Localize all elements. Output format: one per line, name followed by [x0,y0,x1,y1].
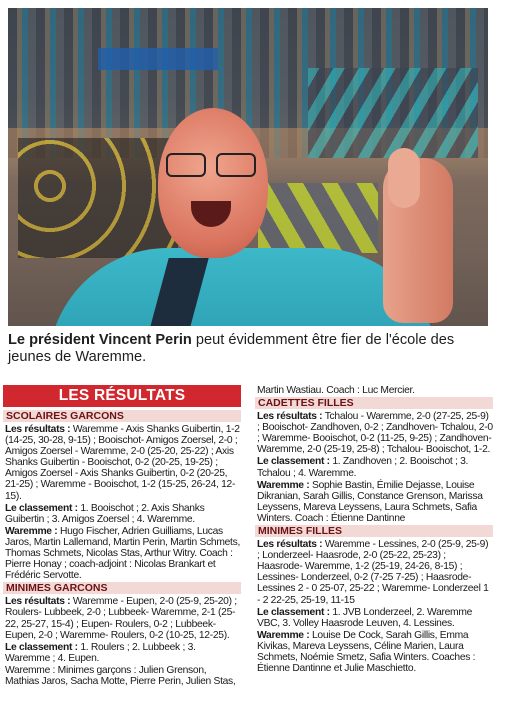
thumb [388,148,420,208]
minimes-garcons-ranking [5,642,241,664]
ranking-text: 1. JVB Londerzeel, 2. Waremme VBC, 3. Volley Haasrode Leuven, 4. Lessines. [257,606,473,629]
president-face [158,108,268,258]
results-column-left [3,385,241,688]
section-title-scolaires: SCOLAIRES GARCONS [3,410,241,422]
photo-caption [8,332,493,366]
team-text: Sophie Bastin, Émilie Dejasse, Louise Dikranian, Sarah Gillis, Constance Grenson, Marissa Leyssens, Mareva Leyssens, Laura Schmets, Safia Winters. Coach : Étienne Dantinne [257,479,483,524]
team-text: Louise De Cock, Sarah Gillis, Emma Kivikas, Mareva Leyssens, Céline Marien, Laura Schmets, Noémie Smetz, Safia Winters. Coaches : Étienne Dantinne et Julie Maschietto. [257,629,476,675]
results-header: LES RÉSULTATS [3,385,241,407]
results-label: Les résultats : [5,424,71,435]
ranking-label: Le classement : [257,606,330,618]
ranking-text: 1. Roulers ; 2. Lubbeek ; 3. Waremme ; 4. Eupen. [5,641,196,664]
continuation-text: Martin Wastiau. Coach : Luc Mercier. [257,385,415,396]
ranking-text: 1. Zandhoven ; 2. Booischot ; 3. Tchalou ; 4. Waremme. [257,456,469,479]
team-text: Hugo Fischer, Adrien Guilliams, Lucas Jaros, Martin Lallemand, Martin Perin, Martin Schmets, Thomas Schmets, Nicolas Stas, Arthur Witry. Coach : Pierre Honay ; coach-adjoint : Nicolas Brankart et Frédéric Servotte. [5,525,241,582]
caption-bold: Le président Vincent Perin [8,332,192,348]
cadettes-ranking [257,456,493,478]
section-title-minimes-filles: MINIMES FILLES [255,525,493,537]
team-label: Waremme : [257,629,310,641]
minimes-filles-team [257,630,493,674]
glasses [166,153,258,175]
players-teal [308,68,478,158]
results-label: Les résultats : [257,411,323,423]
ranking-label: Le classement : [257,456,330,468]
results-text: Waremme - Axis Shanks Guibertin, 1-2 (14-25, 30-28, 9-15) ; Booischot- Amigos Zoersel, 2-0 ; Amigos Zoersel - Waremme, 2-0 (25-20, 25-22) ; Axis Shanks Guibertin - Booischot, 0-2 (20-25, 19-25) ; Amigos Zoersel - Axis Shanks Guibertin, 0-2 (20-25, 21-25) ; Waremme - Booischot, 1-2 (15-25, 26-24, 12-15). [5,424,240,502]
cadettes-team [257,480,493,524]
section-title-cadettes: CADETTES FILLES [255,397,493,409]
players-yellow-black [18,138,178,258]
scolaires-results [5,424,241,502]
minimes-filles-results [257,539,493,606]
selfie-photo [8,8,488,326]
results-label: Les résultats : [257,539,323,551]
results-text: Waremme - Eupen, 2-0 (25-9, 25-20) ; Roulers- Lubbeek, 2-0 ; Lubbeek- Waremme, 2-1 (25-22, 25-27, 15-4) ; Eupen- Roulers, 0-2 ; Lubbeek- Eupen, 2-0 ; Waremme- Roulers, 0-2 (10-25, 12-25). [5,596,237,641]
ranking-text: 1. Booischot ; 2. Axis Shanks Guibertin ; 3. Amigos Zoersel ; 4. Waremme. [5,502,205,525]
minimes-garcons-team: Waremme : Minimes garçons : Julien Grenson, Mathias Jaros, Sacha Motte, Pierre Perin, Julien Stas, [5,664,236,687]
ranking-label: Le classement : [5,641,78,653]
results-text: Tchalou - Waremme, 2-0 (27-25, 25-9) ; Booischot- Zandhoven, 0-2 ; Zandhoven- Tchalou, 2-0 ; Waremme- Booischot, 0-2 (11-25, 9-25) ; Zandhoven- Waremme, 2-0 (25-19, 25-8) ; Tchalou- Booischot, 1-2. [257,411,493,456]
caption-rest: peut évidemment être fier de l'école des jeunes de Waremme. [8,332,455,365]
team-label: Waremme : [5,525,58,537]
cadettes-results [257,411,493,455]
results-label: Les résultats : [5,596,71,608]
results-text: Waremme - Lessines, 2-0 (25-9, 25-9) ; Londerzeel- Haasrode, 2-0 (25-22, 25-23) ; Haasrode- Waremme, 1-2 (25-19, 24-26, 8-15) ; Lessines- Londerzeel, 0-2 (7-25 7-25) ; Haasrode- Lessines 2 - 0 25-07, 25-22 ; Waremme- Londerzeel 1 - 2 22-25, 25-19, 11-15 [257,539,489,606]
scolaires-ranking [5,503,241,525]
minimes-filles-ranking [257,607,493,629]
ranking-label: Le classement : [5,502,78,514]
blue-banner [98,48,218,70]
players-green [258,183,378,253]
results-column-right [255,385,493,675]
team-label: Waremme : [257,479,310,491]
scolaires-team [5,526,241,581]
section-title-minimes-garcons: MINIMES GARCONS [3,582,241,594]
minimes-garcons-results [5,596,241,640]
